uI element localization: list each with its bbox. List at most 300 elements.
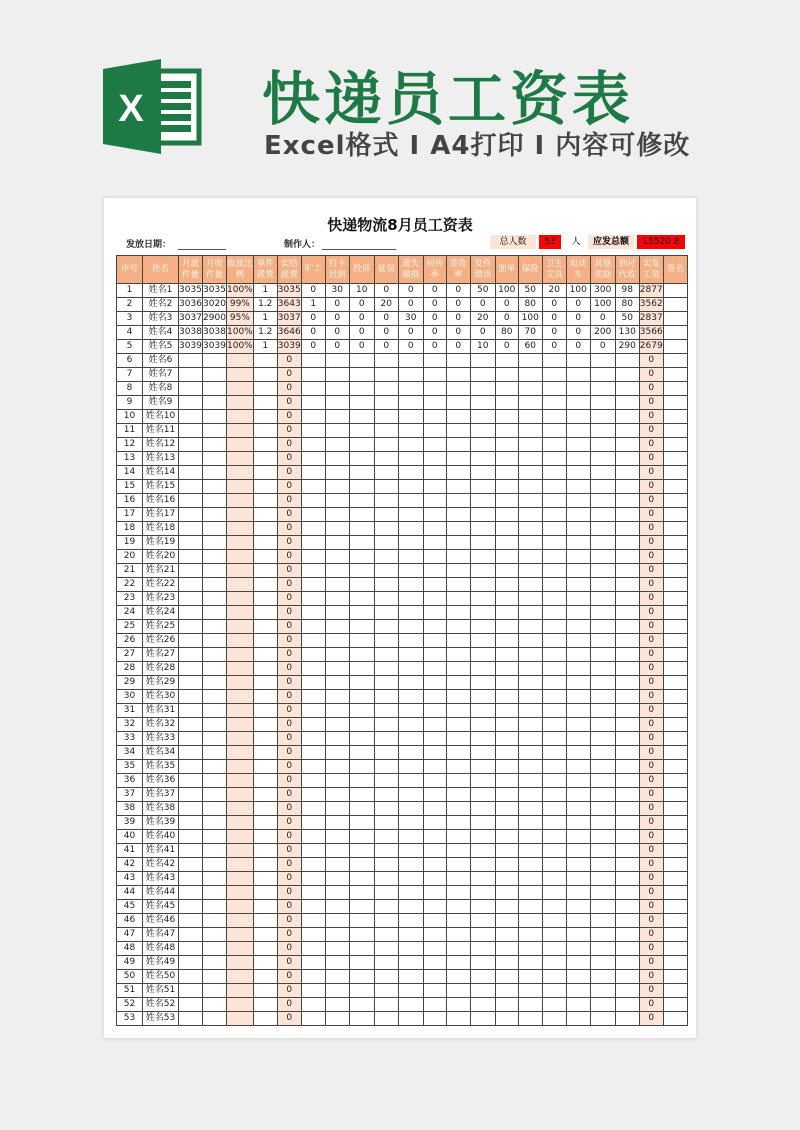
table-cell[interactable]: 44 [117, 886, 143, 900]
table-cell[interactable] [566, 676, 590, 690]
table-cell[interactable]: 0 [301, 312, 325, 326]
table-cell[interactable]: 53 [117, 1012, 143, 1026]
table-cell[interactable] [227, 368, 254, 382]
table-cell[interactable]: 0 [423, 340, 446, 354]
table-cell[interactable] [374, 858, 398, 872]
table-cell[interactable] [663, 662, 687, 676]
table-cell[interactable] [663, 690, 687, 704]
table-cell[interactable]: 0 [277, 956, 301, 970]
table-cell[interactable]: 0 [639, 536, 663, 550]
table-cell[interactable] [446, 746, 470, 760]
table-cell[interactable] [374, 788, 398, 802]
table-cell[interactable]: 39 [117, 816, 143, 830]
table-cell[interactable] [615, 536, 639, 550]
table-cell[interactable] [398, 914, 423, 928]
table-cell[interactable] [470, 662, 495, 676]
table-cell[interactable]: 0 [277, 662, 301, 676]
table-cell[interactable] [590, 830, 615, 844]
table-cell[interactable] [301, 858, 325, 872]
table-cell[interactable] [518, 830, 542, 844]
table-cell[interactable] [590, 550, 615, 564]
table-cell[interactable] [253, 984, 277, 998]
table-cell[interactable]: 0 [639, 648, 663, 662]
table-cell[interactable]: 3643 [277, 298, 301, 312]
table-cell[interactable] [590, 718, 615, 732]
table-cell[interactable] [495, 368, 518, 382]
table-cell[interactable]: 300 [590, 284, 615, 298]
table-cell[interactable] [495, 662, 518, 676]
table-cell[interactable] [566, 592, 590, 606]
table-cell[interactable] [423, 676, 446, 690]
table-cell[interactable] [325, 844, 349, 858]
table-cell[interactable] [398, 480, 423, 494]
table-cell[interactable] [349, 858, 374, 872]
table-cell[interactable]: 0 [277, 844, 301, 858]
table-cell[interactable]: 姓名4 [143, 326, 179, 340]
table-cell[interactable] [518, 550, 542, 564]
table-cell[interactable] [590, 1012, 615, 1026]
table-cell[interactable]: 姓名29 [143, 676, 179, 690]
table-cell[interactable]: 0 [398, 298, 423, 312]
table-cell[interactable] [542, 382, 566, 396]
table-cell[interactable] [227, 928, 254, 942]
table-cell[interactable]: 0 [639, 858, 663, 872]
table-cell[interactable] [518, 466, 542, 480]
table-cell[interactable] [349, 928, 374, 942]
table-cell[interactable] [301, 466, 325, 480]
table-cell[interactable]: 0 [349, 298, 374, 312]
table-cell[interactable] [179, 732, 203, 746]
table-cell[interactable] [227, 354, 254, 368]
table-cell[interactable] [301, 550, 325, 564]
table-cell[interactable]: 0 [446, 326, 470, 340]
table-cell[interactable]: 0 [639, 732, 663, 746]
table-cell[interactable] [203, 676, 227, 690]
table-cell[interactable] [349, 494, 374, 508]
table-cell[interactable]: 0 [277, 396, 301, 410]
table-cell[interactable] [663, 298, 687, 312]
table-cell[interactable] [663, 578, 687, 592]
table-cell[interactable]: 0 [639, 606, 663, 620]
table-cell[interactable] [663, 774, 687, 788]
table-cell[interactable]: 姓名15 [143, 480, 179, 494]
table-cell[interactable] [615, 550, 639, 564]
table-cell[interactable] [179, 452, 203, 466]
table-cell[interactable] [566, 452, 590, 466]
table-cell[interactable] [253, 886, 277, 900]
table-cell[interactable] [398, 634, 423, 648]
table-cell[interactable] [301, 774, 325, 788]
table-cell[interactable]: 10 [117, 410, 143, 424]
table-cell[interactable] [542, 536, 566, 550]
table-cell[interactable] [470, 634, 495, 648]
table-cell[interactable] [566, 662, 590, 676]
table-cell[interactable]: 0 [277, 872, 301, 886]
table-cell[interactable] [398, 676, 423, 690]
table-cell[interactable] [566, 466, 590, 480]
table-cell[interactable] [325, 928, 349, 942]
table-cell[interactable] [518, 802, 542, 816]
table-cell[interactable] [470, 452, 495, 466]
table-cell[interactable] [542, 396, 566, 410]
table-cell[interactable] [253, 410, 277, 424]
table-cell[interactable]: 1.2 [253, 326, 277, 340]
table-cell[interactable] [663, 830, 687, 844]
table-cell[interactable]: 3 [117, 312, 143, 326]
table-cell[interactable]: 0 [277, 564, 301, 578]
table-cell[interactable] [590, 522, 615, 536]
table-cell[interactable]: 0 [277, 760, 301, 774]
table-cell[interactable] [615, 662, 639, 676]
table-cell[interactable] [495, 998, 518, 1012]
table-cell[interactable] [615, 354, 639, 368]
table-cell[interactable] [542, 886, 566, 900]
table-cell[interactable] [566, 550, 590, 564]
table-cell[interactable] [301, 648, 325, 662]
table-cell[interactable] [301, 970, 325, 984]
table-cell[interactable] [301, 564, 325, 578]
table-cell[interactable] [398, 396, 423, 410]
table-cell[interactable] [227, 1012, 254, 1026]
table-cell[interactable] [615, 466, 639, 480]
table-cell[interactable]: 3035 [203, 284, 227, 298]
table-cell[interactable] [470, 942, 495, 956]
table-cell[interactable]: 2900 [203, 312, 227, 326]
table-cell[interactable] [446, 606, 470, 620]
table-cell[interactable] [179, 606, 203, 620]
table-cell[interactable] [423, 816, 446, 830]
table-cell[interactable] [301, 578, 325, 592]
table-cell[interactable] [446, 718, 470, 732]
table-cell[interactable] [470, 690, 495, 704]
table-cell[interactable] [566, 438, 590, 452]
table-cell[interactable]: 0 [639, 690, 663, 704]
table-cell[interactable] [179, 746, 203, 760]
table-cell[interactable] [518, 746, 542, 760]
table-cell[interactable] [423, 928, 446, 942]
table-cell[interactable] [203, 508, 227, 522]
table-cell[interactable] [227, 634, 254, 648]
table-cell[interactable] [227, 648, 254, 662]
table-cell[interactable]: 0 [277, 438, 301, 452]
table-cell[interactable]: 0 [277, 606, 301, 620]
table-cell[interactable] [518, 578, 542, 592]
table-cell[interactable] [446, 578, 470, 592]
table-cell[interactable] [590, 886, 615, 900]
table-cell[interactable] [423, 760, 446, 774]
table-cell[interactable] [253, 634, 277, 648]
table-cell[interactable] [590, 424, 615, 438]
table-cell[interactable] [495, 424, 518, 438]
table-cell[interactable] [179, 494, 203, 508]
table-cell[interactable] [325, 788, 349, 802]
table-cell[interactable]: 姓名30 [143, 690, 179, 704]
table-cell[interactable] [301, 424, 325, 438]
table-cell[interactable]: 9 [117, 396, 143, 410]
table-cell[interactable]: 0 [277, 788, 301, 802]
table-cell[interactable] [349, 522, 374, 536]
table-cell[interactable] [398, 424, 423, 438]
table-cell[interactable] [398, 956, 423, 970]
table-cell[interactable]: 姓名26 [143, 634, 179, 648]
table-cell[interactable] [566, 928, 590, 942]
table-cell[interactable] [301, 536, 325, 550]
table-cell[interactable] [663, 984, 687, 998]
table-cell[interactable] [446, 830, 470, 844]
table-cell[interactable] [663, 326, 687, 340]
table-cell[interactable] [470, 746, 495, 760]
table-cell[interactable] [590, 466, 615, 480]
table-cell[interactable]: 0 [301, 284, 325, 298]
table-cell[interactable] [374, 634, 398, 648]
table-cell[interactable] [423, 382, 446, 396]
table-cell[interactable]: 0 [277, 914, 301, 928]
table-cell[interactable] [374, 1012, 398, 1026]
table-cell[interactable]: 姓名20 [143, 550, 179, 564]
table-cell[interactable] [470, 522, 495, 536]
table-cell[interactable] [374, 844, 398, 858]
table-cell[interactable] [663, 382, 687, 396]
table-cell[interactable] [615, 676, 639, 690]
table-cell[interactable]: 49 [117, 956, 143, 970]
table-cell[interactable]: 0 [639, 620, 663, 634]
table-cell[interactable]: 0 [374, 326, 398, 340]
table-cell[interactable]: 1 [301, 298, 325, 312]
table-cell[interactable] [374, 564, 398, 578]
table-cell[interactable] [349, 648, 374, 662]
table-cell[interactable]: 0 [639, 564, 663, 578]
table-cell[interactable] [203, 368, 227, 382]
table-cell[interactable]: 0 [566, 326, 590, 340]
table-cell[interactable] [301, 690, 325, 704]
table-cell[interactable] [398, 620, 423, 634]
table-cell[interactable]: 0 [470, 298, 495, 312]
table-cell[interactable] [446, 466, 470, 480]
table-cell[interactable] [203, 452, 227, 466]
table-cell[interactable] [325, 690, 349, 704]
table-cell[interactable]: 姓名47 [143, 928, 179, 942]
table-cell[interactable] [566, 634, 590, 648]
table-cell[interactable] [495, 718, 518, 732]
table-cell[interactable] [663, 942, 687, 956]
table-cell[interactable] [325, 900, 349, 914]
table-cell[interactable] [663, 452, 687, 466]
table-cell[interactable] [301, 830, 325, 844]
table-cell[interactable] [374, 522, 398, 536]
table-cell[interactable] [470, 970, 495, 984]
table-cell[interactable] [301, 704, 325, 718]
table-cell[interactable]: 15 [117, 480, 143, 494]
table-cell[interactable] [301, 732, 325, 746]
table-cell[interactable] [470, 564, 495, 578]
table-cell[interactable] [470, 788, 495, 802]
table-cell[interactable] [542, 522, 566, 536]
table-cell[interactable] [349, 844, 374, 858]
table-cell[interactable] [398, 522, 423, 536]
table-cell[interactable] [615, 956, 639, 970]
table-cell[interactable] [179, 592, 203, 606]
table-cell[interactable] [446, 914, 470, 928]
table-cell[interactable] [179, 634, 203, 648]
table-cell[interactable] [470, 508, 495, 522]
table-cell[interactable] [542, 620, 566, 634]
table-cell[interactable] [542, 410, 566, 424]
table-cell[interactable] [566, 732, 590, 746]
table-cell[interactable] [179, 368, 203, 382]
table-cell[interactable] [325, 494, 349, 508]
table-cell[interactable]: 姓名14 [143, 466, 179, 480]
table-cell[interactable] [398, 886, 423, 900]
table-cell[interactable] [349, 536, 374, 550]
table-cell[interactable] [566, 970, 590, 984]
table-cell[interactable]: 姓名33 [143, 732, 179, 746]
table-cell[interactable]: 姓名32 [143, 718, 179, 732]
table-cell[interactable] [446, 494, 470, 508]
table-cell[interactable] [349, 466, 374, 480]
table-cell[interactable] [446, 942, 470, 956]
table-cell[interactable] [179, 438, 203, 452]
table-cell[interactable] [423, 774, 446, 788]
table-cell[interactable] [495, 746, 518, 760]
table-cell[interactable]: 姓名34 [143, 746, 179, 760]
table-cell[interactable]: 姓名6 [143, 354, 179, 368]
table-cell[interactable] [446, 788, 470, 802]
table-cell[interactable] [566, 788, 590, 802]
table-cell[interactable]: 0 [277, 634, 301, 648]
table-cell[interactable] [423, 606, 446, 620]
table-cell[interactable] [423, 662, 446, 676]
table-cell[interactable] [590, 998, 615, 1012]
table-cell[interactable]: 80 [518, 298, 542, 312]
table-cell[interactable] [566, 900, 590, 914]
table-cell[interactable] [203, 606, 227, 620]
table-cell[interactable] [423, 1012, 446, 1026]
table-cell[interactable] [374, 928, 398, 942]
table-cell[interactable]: 姓名53 [143, 1012, 179, 1026]
table-cell[interactable] [253, 522, 277, 536]
table-cell[interactable] [542, 858, 566, 872]
table-cell[interactable] [227, 900, 254, 914]
table-cell[interactable] [518, 648, 542, 662]
table-cell[interactable] [542, 508, 566, 522]
table-cell[interactable]: 姓名52 [143, 998, 179, 1012]
table-cell[interactable] [470, 900, 495, 914]
table-cell[interactable] [179, 662, 203, 676]
table-cell[interactable] [179, 830, 203, 844]
table-cell[interactable]: 姓名39 [143, 816, 179, 830]
table-cell[interactable] [495, 634, 518, 648]
table-cell[interactable] [349, 620, 374, 634]
table-cell[interactable] [325, 872, 349, 886]
table-cell[interactable] [227, 466, 254, 480]
table-cell[interactable] [349, 774, 374, 788]
table-cell[interactable]: 0 [277, 550, 301, 564]
table-cell[interactable] [423, 452, 446, 466]
table-cell[interactable] [349, 998, 374, 1012]
table-cell[interactable] [590, 676, 615, 690]
table-cell[interactable] [374, 942, 398, 956]
table-cell[interactable]: 0 [639, 410, 663, 424]
table-cell[interactable]: 50 [117, 970, 143, 984]
table-cell[interactable] [446, 480, 470, 494]
table-cell[interactable] [566, 690, 590, 704]
table-cell[interactable] [542, 466, 566, 480]
table-cell[interactable] [590, 480, 615, 494]
table-cell[interactable] [566, 508, 590, 522]
table-cell[interactable] [470, 480, 495, 494]
table-cell[interactable] [446, 648, 470, 662]
table-cell[interactable] [495, 578, 518, 592]
table-cell[interactable]: 姓名1 [143, 284, 179, 298]
table-cell[interactable] [495, 564, 518, 578]
table-cell[interactable] [495, 452, 518, 466]
table-cell[interactable] [374, 662, 398, 676]
table-cell[interactable] [349, 508, 374, 522]
table-cell[interactable] [470, 648, 495, 662]
table-cell[interactable] [253, 858, 277, 872]
table-cell[interactable] [542, 774, 566, 788]
table-cell[interactable] [179, 690, 203, 704]
table-cell[interactable] [590, 970, 615, 984]
table-cell[interactable] [203, 942, 227, 956]
table-cell[interactable] [518, 886, 542, 900]
table-cell[interactable] [325, 886, 349, 900]
table-cell[interactable] [566, 536, 590, 550]
table-cell[interactable] [518, 942, 542, 956]
table-cell[interactable]: 0 [639, 480, 663, 494]
table-cell[interactable] [253, 354, 277, 368]
table-cell[interactable]: 0 [277, 480, 301, 494]
table-cell[interactable] [253, 802, 277, 816]
table-cell[interactable] [227, 480, 254, 494]
table-cell[interactable] [566, 718, 590, 732]
table-cell[interactable]: 姓名25 [143, 620, 179, 634]
table-cell[interactable] [203, 536, 227, 550]
table-cell[interactable]: 0 [639, 452, 663, 466]
table-cell[interactable] [349, 984, 374, 998]
table-cell[interactable]: 6 [117, 354, 143, 368]
table-cell[interactable] [566, 746, 590, 760]
table-cell[interactable]: 33 [117, 732, 143, 746]
table-cell[interactable] [325, 858, 349, 872]
table-cell[interactable] [542, 592, 566, 606]
table-cell[interactable]: 24 [117, 606, 143, 620]
table-cell[interactable] [325, 466, 349, 480]
table-cell[interactable] [423, 592, 446, 606]
table-cell[interactable] [518, 536, 542, 550]
table-cell[interactable] [301, 802, 325, 816]
table-cell[interactable] [301, 760, 325, 774]
table-cell[interactable]: 姓名35 [143, 760, 179, 774]
table-cell[interactable] [203, 480, 227, 494]
table-cell[interactable]: 31 [117, 704, 143, 718]
table-cell[interactable] [663, 648, 687, 662]
table-cell[interactable]: 32 [117, 718, 143, 732]
table-cell[interactable] [203, 774, 227, 788]
table-cell[interactable]: 20 [374, 298, 398, 312]
table-cell[interactable] [470, 368, 495, 382]
table-cell[interactable] [470, 410, 495, 424]
table-cell[interactable] [590, 984, 615, 998]
table-cell[interactable] [325, 816, 349, 830]
table-cell[interactable] [253, 438, 277, 452]
table-cell[interactable] [227, 774, 254, 788]
table-cell[interactable] [542, 578, 566, 592]
table-cell[interactable] [470, 536, 495, 550]
table-cell[interactable] [615, 732, 639, 746]
table-cell[interactable] [615, 984, 639, 998]
table-cell[interactable] [325, 914, 349, 928]
